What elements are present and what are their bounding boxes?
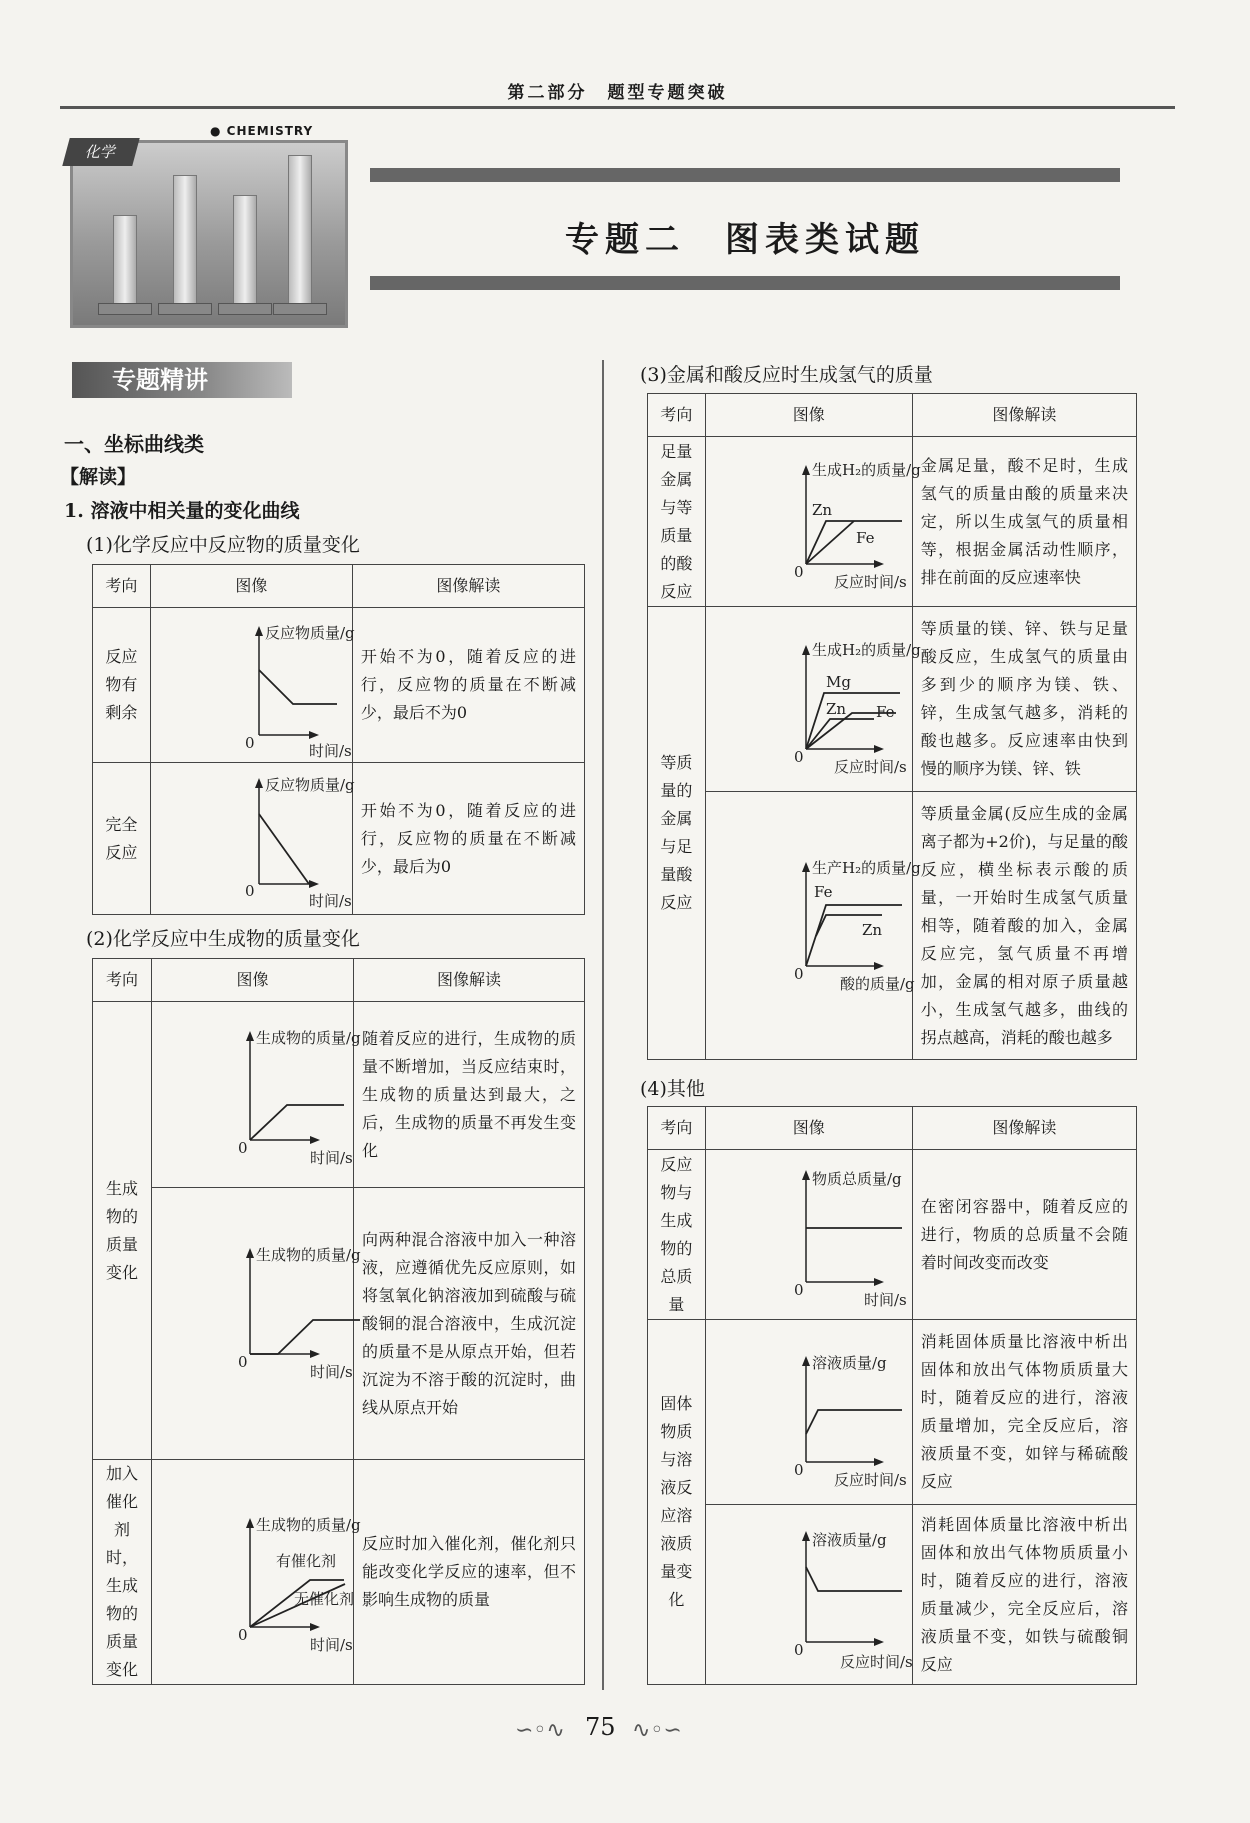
interpretation-cell: 在密闭容器中，随着反应的进行，物质的总质量不会随着时间改变而改变: [912, 1150, 1136, 1320]
y-axis-label: 反应物质量/g: [264, 775, 355, 794]
table-row: [648, 437, 1137, 607]
x-axis-label: 反应时间/s: [833, 573, 907, 591]
graph-precipitate-delayed: [160, 1204, 361, 1444]
graph-cell: [705, 1320, 912, 1505]
chemistry-label: ● CHEMISTRY: [210, 124, 314, 138]
graph-complete-reaction: [159, 764, 355, 914]
interpretation-cell: 消耗固体质量比溶液中析出固体和放出气体物质质量小时，随着反应的进行，溶液质量减少，完全反应后，溶液质量不变，如铁与硫酸铜反应: [912, 1505, 1136, 1685]
col-header-direction: 考向: [93, 565, 151, 608]
direction-cell: 生成物的质量变化: [93, 1002, 152, 1460]
x-axis-label: 时间/s: [863, 1291, 907, 1309]
graph-solution-decrease: [714, 1507, 913, 1682]
origin-label: 0: [793, 1461, 804, 1479]
interpretation-cell: 等质量金属(反应生成的金属离子都为+2价)，与足量的酸反应，横坐标表示酸的质量，一开始时生成氢气质量相等，随着酸的加入，金属反应完，氢气质量不再增加，金属的相对原子质量越小，生成氢气越多，曲线的拐点越高，消耗的酸也越多: [912, 792, 1136, 1060]
y-axis-label: 溶液质量/g: [811, 1354, 887, 1372]
origin-label: 0: [238, 1352, 248, 1371]
graph-product-increase: [160, 1005, 361, 1185]
iron-label: Fe: [855, 529, 875, 547]
x-axis-label: 反应时间/s: [839, 1653, 913, 1671]
graph-cell: [705, 437, 921, 607]
col-header-graph: 图像: [150, 565, 352, 608]
table-row: [648, 1505, 1137, 1685]
table-row: [93, 608, 585, 763]
graph-cell: [705, 792, 921, 1060]
column-divider: [602, 360, 604, 1690]
graph-reactant-remaining: [159, 610, 355, 760]
direction-cell: 固体物质与溶液反应溶液质量变化: [648, 1320, 706, 1685]
table-row: [648, 1150, 1137, 1320]
x-axis-label: 反应时间/s: [833, 1471, 907, 1489]
y-axis-label: 反应物质量/g: [264, 624, 355, 642]
table-row: [93, 1460, 585, 1685]
graph-acid-mass: [714, 811, 921, 1041]
section-heading: 专题精讲: [72, 362, 292, 398]
y-axis-label: 生成物的质量/g: [256, 1028, 361, 1047]
table-reactant-mass: [92, 564, 585, 915]
heading-coordinate-curves: 一、坐标曲线类: [64, 432, 204, 456]
header-title: 第二部分 题型专题突破: [507, 83, 728, 103]
graph-cell: [705, 1505, 912, 1685]
page-number: 75: [585, 1713, 616, 1741]
graph-excess-metal: [714, 439, 921, 604]
x-axis-label: 时间/s: [308, 891, 352, 910]
col-header-interpretation: 图像解读: [352, 565, 584, 608]
zinc-label: Zn: [861, 920, 882, 939]
col-header-interpretation: 图像解读: [912, 1107, 1136, 1150]
topic-title: 专题二 图表类试题: [565, 220, 925, 260]
ornament-right-icon: ∿◦∽: [632, 1718, 682, 1743]
graph-cell: [152, 1460, 361, 1685]
col-header-graph: 图像: [705, 394, 912, 437]
chemistry-photo: [70, 140, 348, 328]
graph-cell: [150, 608, 355, 763]
without-catalyst-label: 无催化剂: [294, 1590, 355, 1608]
interpretation-cell: 反应时加入催化剂，催化剂只能改变化学反应的速率，但不影响生成物的质量: [354, 1460, 585, 1685]
direction-cell: 足量金属与等质量的酸反应: [648, 437, 706, 607]
iron-label: Fe: [813, 882, 833, 901]
x-axis-label: 时间/s: [310, 1362, 353, 1381]
origin-label: 0: [238, 1626, 248, 1644]
graph-cell: [150, 763, 355, 915]
subheading-product: (2)化学反应中生成物的质量变化: [86, 928, 360, 950]
table-row: [93, 1188, 585, 1460]
graph-cell: [705, 1150, 912, 1320]
y-axis-label: 溶液质量/g: [811, 1531, 887, 1549]
x-axis-label: 时间/s: [310, 1636, 353, 1654]
table-row: [648, 607, 1137, 792]
interpretation-cell: 消耗固体质量比溶液中析出固体和放出气体物质质量大时，随着反应的进行，溶液质量增加，完全反应后，溶液质量不变，如锌与稀硫酸反应: [912, 1320, 1136, 1505]
col-header-graph: 图像: [705, 1107, 912, 1150]
subject-tag: 化学: [62, 138, 140, 166]
table-row: [93, 763, 585, 915]
graph-catalyst: [160, 1472, 361, 1672]
header-rule: [60, 106, 1175, 109]
col-header-graph: 图像: [152, 959, 354, 1002]
x-axis-label: 反应时间/s: [833, 758, 907, 776]
graph-cell: [152, 1002, 361, 1188]
y-axis-label: 生成物的质量/g: [256, 1245, 361, 1264]
col-header-interpretation: 图像解读: [354, 959, 585, 1002]
direction-cell: 等质量的金属与足量酸反应: [648, 607, 706, 1060]
table-row: [648, 1320, 1137, 1505]
interpretation-cell: 等质量的镁、锌、铁与足量酸反应，生成氢气的质量由多到少的顺序为镁、铁、锌，生成氢气越多，消耗的酸也越多。反应速率由快到慢的顺序为镁、锌、铁: [912, 607, 1136, 792]
col-header-direction: 考向: [93, 959, 152, 1002]
x-axis-label: 酸的质量/g: [839, 974, 915, 993]
interpretation-cell: 开始不为0，随着反应的进行，反应物的质量在不断减少，最后为0: [352, 763, 584, 915]
y-axis-label: 生成H₂的质量/g: [811, 461, 921, 479]
y-axis-label: 生产H₂的质量/g: [811, 858, 921, 877]
origin-label: 0: [793, 964, 804, 983]
subheading-reactant: (1)化学反应中反应物的质量变化: [86, 534, 360, 556]
heading-solution-curves: 1. 溶液中相关量的变化曲线: [64, 500, 300, 522]
title-bar-bottom: [370, 276, 1120, 290]
graph-equal-metal: [714, 609, 921, 789]
col-header-direction: 考向: [648, 394, 706, 437]
origin-label: 0: [793, 748, 804, 766]
table-row: [93, 1002, 585, 1188]
table-row: [648, 792, 1137, 1060]
col-header-interpretation: 图像解读: [912, 394, 1136, 437]
origin-label: 0: [793, 563, 804, 581]
interpretation-cell: 开始不为0，随着反应的进行，反应物的质量在不断减少，最后不为0: [352, 608, 584, 763]
ornament-left-icon: ∽◦∿: [515, 1718, 565, 1743]
direction-cell: 完全反应: [93, 763, 151, 915]
origin-label: 0: [238, 1138, 248, 1157]
subheading-others: (4)其他: [640, 1078, 705, 1100]
graph-total-mass: [714, 1152, 907, 1317]
interpretation-cell: 向两种混合溶液中加入一种溶液，应遵循优先反应原则，如将氢氧化钠溶液加到硫酸与硫酸铜的混合溶液中，生成沉淀的质量不是从原点开始，但若沉淀为不溶于酸的沉淀时，曲线从原点开始: [354, 1188, 585, 1460]
y-axis-label: 生成物的质量/g: [256, 1516, 361, 1534]
title-bar-top: [370, 168, 1120, 182]
y-axis-label: 物质总质量/g: [811, 1170, 902, 1188]
origin-label: 0: [244, 881, 255, 900]
col-header-direction: 考向: [648, 1107, 706, 1150]
table-hydrogen-mass: [647, 393, 1137, 1060]
graph-cell: [705, 607, 921, 792]
zinc-label: Zn: [811, 501, 832, 519]
page-header: [60, 70, 1175, 110]
origin-label: 0: [793, 1641, 804, 1659]
table-others: [647, 1106, 1137, 1685]
iron-label: Fe: [875, 703, 895, 721]
direction-cell: 反应物与生成物的总质量: [648, 1150, 706, 1320]
origin-label: 0: [793, 1281, 804, 1299]
y-axis-label: 生成H₂的质量/g: [811, 641, 921, 659]
table-product-mass: [92, 958, 585, 1685]
x-axis-label: 时间/s: [310, 1148, 353, 1167]
magnesium-label: Mg: [825, 673, 851, 691]
subheading-hydrogen: (3)金属和酸反应时生成氢气的质量: [640, 364, 933, 386]
x-axis-label: 时间/s: [308, 742, 352, 760]
heading-interpretation: 【解读】: [60, 466, 137, 488]
direction-cell: 加入催化剂时，生成物的质量变化: [93, 1460, 152, 1685]
graph-solution-increase: [714, 1322, 907, 1502]
graph-cell: [152, 1188, 361, 1460]
zinc-label: Zn: [825, 700, 846, 718]
direction-cell: 反应物有剩余: [93, 608, 151, 763]
origin-label: 0: [244, 734, 255, 752]
interpretation-cell: 随着反应的进行，生成物的质量不断增加，当反应结束时，生成物的质量达到最大，之后，生成物的质量不再发生变化: [354, 1002, 585, 1188]
interpretation-cell: 金属足量，酸不足时，生成氢气的质量由酸的质量来决定，所以生成氢气的质量相等，根据金属活动性顺序，排在前面的反应速率快: [912, 437, 1136, 607]
with-catalyst-label: 有催化剂: [276, 1552, 337, 1570]
